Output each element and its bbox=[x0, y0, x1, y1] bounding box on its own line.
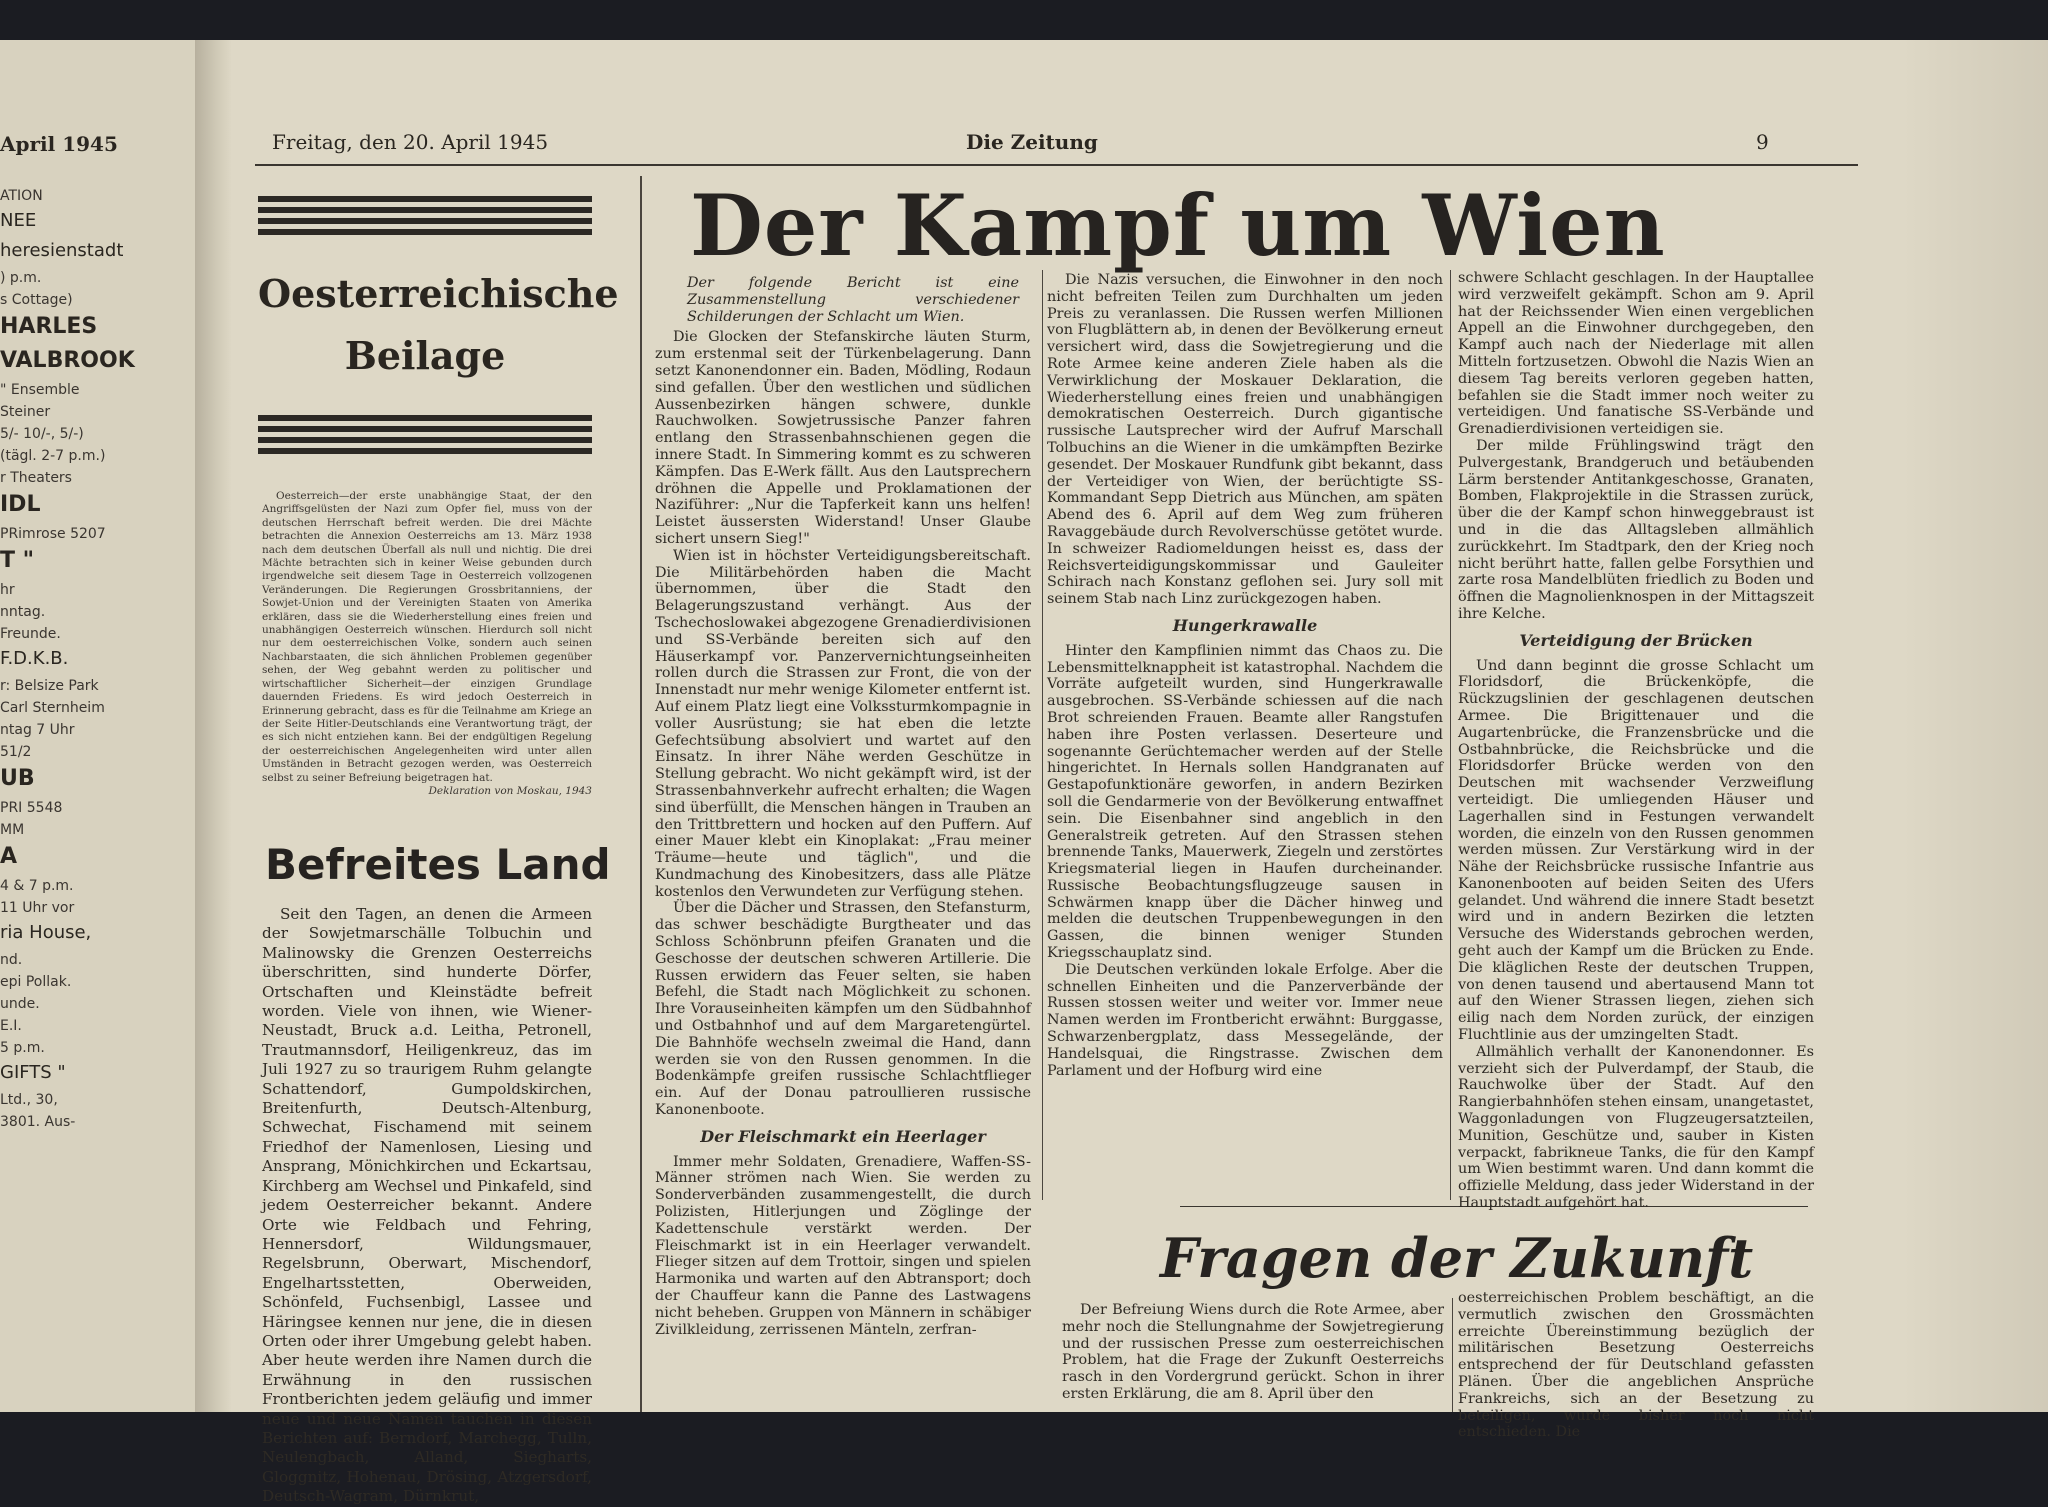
left-page-fragment: PRimrose 5207 bbox=[0, 526, 106, 542]
left-page-fragment: 5/- 10/-, 5/-) bbox=[0, 426, 84, 442]
left-page-fragment: IDL bbox=[0, 492, 41, 517]
left-page-fragment: 5 p.m. bbox=[0, 1040, 45, 1056]
zukunft-column-1 bbox=[1062, 1302, 1444, 1403]
befreites-land-headline: Befreites Land bbox=[265, 840, 611, 889]
left-page-edge bbox=[0, 40, 205, 1412]
column-rule bbox=[1452, 1298, 1453, 1412]
decorative-stripes bbox=[258, 415, 592, 454]
article-intro: Der folgende Bericht ist eine Zusammenstellung verschiedener Schilderungen der Schlacht um Wien. bbox=[687, 275, 1019, 325]
left-page-fragment: 3801. Aus- bbox=[0, 1114, 76, 1130]
left-page-fragment: r: Belsize Park bbox=[0, 678, 99, 694]
left-page-fragment: T " bbox=[0, 548, 35, 573]
article-paragraph: Über die Dächer und Strassen, den Stefansturm, das schwer beschädigte Burgtheater und das Schloss Schönbrunn pfeifen Granaten und die Geschosse der deutschen schweren Artillerie. Die Russen erwidern das Feuer selten, sie haben Befehl, die Stadt nach Möglichkeit zu schonen. Ihre Vorauseinheiten kämpfen um den Südbahnhof und Ostbahnhof und auf dem Margaretengürtel. Die Bahnhöfe wechseln zweimal die Hand, dann werden sie von den Russen genommen. In die Bodenkämpfe greifen russische Schlachtflieger ein. Auf der Donau patroullieren russische Kanonenboote. bbox=[655, 900, 1031, 1119]
zukunft-headline: Fragen der Zukunft bbox=[1160, 1226, 1754, 1290]
left-page-fragment: heresienstadt bbox=[0, 240, 124, 261]
binding-gutter bbox=[195, 40, 231, 1412]
main-headline: Der Kampf um Wien bbox=[690, 176, 1666, 275]
kampf-column-2 bbox=[1047, 272, 1443, 1079]
section-heading-hungerkrawalle: Hungerkrawalle bbox=[1172, 615, 1318, 635]
left-page-fragment: F.D.K.B. bbox=[0, 648, 69, 669]
article-paragraph: Der Befreiung Wiens durch die Rote Armee, aber mehr noch die Stellungnahme der Sowjetregierung und der russischen Presse zum oesterreichischen Problem, hat die Frage der Zukunft Oesterreichs rasch in den Vordergrund gerückt. Schon in ihrer ersten Erklärung, die am 8. April über den bbox=[1062, 1302, 1444, 1402]
page-shadow bbox=[1900, 40, 2048, 1412]
article-paragraph: Die Nazis versuchen, die Einwohner in den noch nicht befreiten Teilen zum Durchhalten um jeden Preis zu veranlassen. Die Russen werfen Millionen von Flugblättern ab, in denen der Bevölkerung erneut versichert wird, dass die Sowjetregierung und die Rote Armee keine anderen Ziele haben als die Verwirklichung der Moskauer Deklaration, die Wiederherstellung eines freien und unabhängigen demokratischen Oesterreich. Durch gigantische russische Lautsprecher wird der Aufruf Marschall Tolbuchins an die Wiener in die umkämpften Bezirke gesendet. Der Moskauer Rundfunk gibt bekannt, dass der Verteidiger von Wien, der berüchtigte SS-Kommandant Sepp Dietrich aus München, am späten Abend des 6. April auf dem Weg zum früheren Ravaggebäude durch Revolverschüsse getötet wurde. In schweizer Radiomeldungen heisst es, dass der Reichsverteidigungskommissar und Gauleiter Schirach nach Konstanz geflohen sei. Jury soll mit seinem Stab nach Linz zurückgezogen haben. bbox=[1047, 272, 1443, 608]
left-page-fragment: VALBROOK bbox=[0, 348, 135, 373]
left-page-fragment: PRI 5548 bbox=[0, 800, 63, 816]
left-page-fragment: 51/2 bbox=[0, 744, 32, 760]
left-page-fragment: epi Pollak. bbox=[0, 974, 72, 990]
zukunft-column-2 bbox=[1458, 1290, 1814, 1441]
befreites-land-article bbox=[262, 905, 592, 1507]
masthead-paper-name: Die Zeitung bbox=[966, 130, 1098, 154]
left-page-fragment: nd. bbox=[0, 952, 23, 968]
article-paragraph: Der milde Frühlingswind trägt den Pulvergestank, Brandgeruch und betäubenden Lärm berstender Antitankgeschosse, Granaten, Bomben, Flakprojektile in die Strassen zurück, über die der Kampf schon hinweggebraust ist und in die das Alltagsleben allmählich zurückkehrt. Im Stadtpark, den der Krieg noch nicht berührt hatte, fallen gelbe Forsythien und zarte rosa Mandelblüten friedlich zu Boden und öffnen die Magnolienknospen in der Mittagszeit ihre Kelche. bbox=[1458, 437, 1814, 622]
moscow-declaration bbox=[262, 490, 592, 798]
left-page-fragment: s Cottage) bbox=[0, 292, 73, 308]
declaration-text: Oesterreich—der erste unabhängige Staat, der den Angriffsgelüsten der Nazi zum Opfer fiel, muss von der deutschen Herrschaft befreit werden. Die drei Mächte betrachten die Annexion Oesterreichs am 13. März 1938 nach dem deutschen Überfall als null und nichtig. Die drei Mächte betrachten sich in keiner Weise gebunden durch irgendwelche seit diesem Tage in Oesterreich vollzogenen Veränderungen. Die Regierungen Grossbritanniens, der Sowjet-Union und der Vereinigten Staaten von Amerika erklären, dass sie die Wiederherstellung eines freien und unabhängigen Oesterreich wünschen. Hierdurch soll nicht nur dem oesterreichischen Volke, sondern auch seinen Nachbarstaaten, die sich ähnlichen Problemen gegenüber sehen, der Weg gebahnt werden zu politischer und wirtschaftlicher Sicherheit—der einzigen Grundlage dauernden Friedens. Es wird jedoch Oesterreich in Erinnerung gebracht, dass es für die Teilnahme am Kriege an der Seite Hitler-Deutschlands eine Verantwortung trägt, der es sich nicht entziehen kann. Bei der endgültigen Regelung der oesterreichischen Angelegenheiten wird unter allen Umständen in Betracht gezogen werden, was Oesterreich selbst zu seiner Befreiung beigetragen hat. bbox=[262, 490, 592, 784]
article-paragraph: Allmählich verhallt der Kanonendonner. Es verzieht sich der Pulverdampf, der Staub, die Rauchwolke über der Stadt. Auf den Rangierbahnhöfen stehen einsam, unangetastet, Waggonladungen von Flugzeugersatzteilen, Munition, Geschütze und, sauber in Kisten verpackt, fabrikneue Tanks, die für den Kampf um Wien bestimmt waren. Und dann kommt die offizielle Meldung, dass jeder Widerstand in der Hauptstadt aufgehört hat. bbox=[1458, 1043, 1814, 1212]
masthead-rule bbox=[255, 164, 1858, 166]
beilage-title-line2: Beilage bbox=[344, 333, 506, 378]
masthead-page-number: 9 bbox=[1756, 130, 1769, 154]
left-page-fragment: nntag. bbox=[0, 604, 46, 620]
column-rule bbox=[1042, 270, 1043, 1200]
left-page-fragment: ria House, bbox=[0, 922, 92, 943]
left-page-fragment: 11 Uhr vor bbox=[0, 900, 75, 916]
left-page-fragment: A bbox=[0, 844, 18, 869]
left-page-fragment: r Theaters bbox=[0, 470, 72, 486]
left-page-fragment: ntag 7 Uhr bbox=[0, 722, 75, 738]
decorative-stripes bbox=[258, 196, 592, 235]
left-page-fragment: (tägl. 2-7 p.m.) bbox=[0, 448, 106, 464]
left-page-fragment: HARLES bbox=[0, 314, 98, 339]
left-page-fragment: Freunde. bbox=[0, 626, 61, 642]
left-page-fragment: ATION bbox=[0, 188, 43, 204]
left-page-fragment: hr bbox=[0, 582, 15, 598]
left-page-fragment: NEE bbox=[0, 210, 37, 231]
left-page-fragment: MM bbox=[0, 822, 25, 838]
article-paragraph: schwere Schlacht geschlagen. In der Hauptallee wird verzweifelt gekämpft. Schon am 9. April hat der Reichssender Wien einen vergeblichen Appell an die Einwohner durchgegeben, den Kampf auch nach der Niederlage mit allen Mitteln fortzusetzen. Obwohl die Nazis Wien an diesem Tag bereits verloren gegeben hatten, befahlen sie die Stadt immer noch weiter zu verteidigen. Und fanatische SS-Verbände und Grenadierdivisionen verteidigen sie. bbox=[1458, 270, 1814, 438]
beilage-header bbox=[258, 196, 619, 459]
left-page-fragment: unde. bbox=[0, 996, 40, 1012]
article-paragraph: Hinter den Kampflinien nimmt das Chaos zu. Die Lebensmittelknappheit ist katastrophal. Nachdem die Vorräte aufgeteilt wurden, sind Hungerkrawalle ausgebrochen. SS-Verbände schiessen auf die nach Brot schreienden Frauen. Beamte aller Rangstufen haben ihre Posten verlassen. Deserteure und sogenannte Gerüchtemacher werden auf der Stelle hingerichtet. In Hernals sollen Handgranaten auf Gestapofunktionäre geworfen, in andern Bezirken soll die Gendarmerie von der Bevölkerung entwaffnet sein. Die Eisenbahner sind angeblich in den Generalstreik getreten. Auf den Strassen stehen brennende Tanks, Mauerwerk, Ziegeln und zerstörtes Kriegsmaterial liegen in Haufen durcheinander. Russische Beobachtungsflugzeuge sausen in Schwärmen knapp über die Dächer hinweg und melden die deutschen Truppenbewegungen in den Gassen, die binnen weniger Stunden Kriegsschauplatz sind. bbox=[1047, 642, 1443, 962]
article-paragraph: Seit den Tagen, an denen die Armeen der Sowjetmarschälle Tolbuchin und Malinowsky die Grenzen Oesterreichs überschritten, sind hunderte Dörfer, Ortschaften und Kleinstädte befreit worden. Viele von ihnen, wie Wiener-Neustadt, Bruck a.d. Leitha, Petronell, Trautmannsdorf, Heiligenkreuz, das im Juli 1927 zu so traurigem Ruhm gelangte Schattendorf, Gumpoldskirchen, Breitenfurth, Deutsch-Altenburg, Schwechat, Fischamend mit seinem Friedhof der Namenlosen, Liesing und Ansprang, Mönichkirchen und Eckartsau, Kirchberg am Wechsel und Pinkafeld, sind jedem Oesterreicher bekannt. Andere Orte wie Feldbach und Fehring, Hennersdorf, Wildungsmauer, Regelsbrunn, Oberwart, Mischendorf, Engelhartsstetten, Oberweiden, Schönfeld, Fuchsenbigl, Lassee und Häringsee kennen nur jene, die in diesen Orten oder ihrer Umgebung gelebt haben. Aber heute werden ihre Namen durch die Erwähnung in den russischen Frontberichten jedem geläufig und immer neue und neue Namen tauchen in diesen Berichten auf: Berndorf, Marchegg, Tulln, Neulengbach, Alland, Siegharts, Gloggnitz, Hohenau, Drösing, Atzgersdorf, Deutsch-Wagram, Dürnkrut, bbox=[262, 905, 592, 1506]
left-page-fragment: ) p.m. bbox=[0, 270, 42, 286]
section-heading-fleischmarkt: Der Fleischmarkt ein Heerlager bbox=[700, 1126, 986, 1146]
left-page-fragment: Carl Sternheim bbox=[0, 700, 105, 716]
article-paragraph: Wien ist in höchster Verteidigungsbereitschaft. Die Militärbehörden haben die Macht übernommen, über die Stadt den Belagerungszustand verhängt. Aus der Tschechoslowakei abgezogene Grenadierdivisionen und SS-Verbände bereiten sich auf den Häuserkampf vor. Panzervernichtungseinheiten rollen durch die Strassen zur Front, die von der Innenstadt nur mehr wenige Kilometer entfernt ist. Auf einem Platz liegt eine Volkssturmkompagnie in voller Ausrüstung; sie hat eben die letzte Gefechtsübung absolviert und wartet auf den Einsatz. In ihrer Nähe werden Geschütze in Stellung gebracht. Wo nicht gekämpft wird, ist der Strassenbahnverkehr aufrecht erhalten; die Wagen sind überfüllt, die Menschen hängen in Trauben an den Trittbrettern und hocken auf den Puffern. Auf einer Mauer klebt ein Kinoplakat: „Frau meiner Träume—heute und täglich", und die Kundmachung des Kinobesitzers, dass alle Plätze kostenlos den Verwundeten zur Verfügung stehen. bbox=[655, 547, 1031, 900]
article-paragraph: Die Deutschen verkünden lokale Erfolge. Aber die schnellen Einheiten und die Panzerverbände der Russen stossen weiter und weiter vor. Immer neue Namen werden im Frontbericht erwähnt: Burggasse, Schwarzenbergplatz, dass Messegelände, der Handelsquai, die Ringstrasse. Zwischen dem Parlament und der Hofburg wird eine bbox=[1047, 961, 1443, 1079]
kampf-column-3 bbox=[1458, 270, 1814, 1212]
left-page-fragment: E.I. bbox=[0, 1018, 22, 1034]
left-page-fragment: UB bbox=[0, 766, 35, 791]
left-page-fragment: 4 & 7 p.m. bbox=[0, 878, 74, 894]
article-paragraph: Und dann beginnt die grosse Schlacht um Floridsdorf, die Brückenköpfe, die Rückzugslinien der geschlagenen deutschen Armee. Die Brigittenauer und die Augartenbrücke, die Franzensbrücke und die Ostbahnbrücke, die Reichsbrücke und die Floridsdorfer Brücke werden von den Deutschen mit wachsender Verzweiflung verteidigt. Die umliegenden Häuser und Lagerhallen sind in Festungen verwandelt worden, die einzeln von den Russen genommen werden müssen. Zur Verstärkung wird in der Nähe der Reichsbrücke russische Infantrie aus Kanonenbooten auf beiden Seiten des Ufers gelandet. Und während die innere Stadt besetzt wird und in andern Bezirken die letzten Versuche des Widerstands gebrochen werden, geht auch der Kampf um die Brücken zu Ende. Die kläglichen Reste der deutschen Truppen, von denen tausend und abertausend Mann tot auf den Wiener Strassen liegen, ziehen sich eilig nach dem Norden zurück, der einzigen Fluchtlinie aus der umzingelten Stadt. bbox=[1458, 657, 1814, 1044]
masthead-date: Freitag, den 20. April 1945 bbox=[272, 130, 549, 154]
left-page-fragment: GIFTS " bbox=[0, 1062, 66, 1083]
section-heading-bruecken: Verteidigung der Brücken bbox=[1519, 630, 1753, 650]
article-paragraph: Immer mehr Soldaten, Grenadiere, Waffen-SS-Männer strömen nach Wien. Sie werden zu Sonderverbänden zusammengestellt, die durch Polizisten, Hitlerjungen und Zöglinge der Kadettenschule verstärkt werden. Der Fleischmarkt ist in ein Heerlager verwandelt. Flieger sitzen auf dem Trottoir, singen und spielen Harmonika und warten auf den Abtransport; doch der Chauffeur kann die Panne des Lastwagens nicht beheben. Gruppen von Männern in schäbiger Zivilkleidung, zerrissenen Mänteln, zerfran- bbox=[655, 1153, 1031, 1338]
left-page-fragment: " Ensemble bbox=[0, 382, 80, 398]
article-paragraph: oesterreichischen Problem beschäftigt, an die vermutlich zwischen den Grossmächten erreichte Übereinstimmung bezüglich der militärischen Besetzung Oesterreichs entsprechend der für Deutschland gefassten Plänen. Über die angeblichen Ansprüche Frankreichs, sich an der Besetzung zu beteiligen, wurde bisher noch nicht entschieden. Die bbox=[1458, 1290, 1814, 1441]
left-page-date: April 1945 bbox=[0, 132, 118, 156]
kampf-column-1 bbox=[655, 275, 1031, 1338]
article-paragraph: Die Glocken der Stefanskirche läuten Sturm, zum erstenmal seit der Türkenbelagerung. Dann setzt Kanonendonner ein. Baden, Mödling, Rodaun sind gefallen. Über den westlichen und südlichen Aussenbezirken hängen schwere, dunkle Rauchwolken. Sowjetrussische Panzer fahren entlang den Strassenbahnschienen gegen die innere Stadt. In Simmering kommt es zu schweren Kämpfen. Das E-Werk fällt. Aus den Lautsprechern dröhnen die Appelle und Proklamationen der Naziführer: „Nur die Tapferkeit kann uns helfen! Leistet äussersten Widerstand! Unser Glaube sichert unsern Sieg!" bbox=[655, 329, 1031, 547]
left-page-fragment: Ltd., 30, bbox=[0, 1092, 58, 1108]
column-rule bbox=[640, 176, 642, 1412]
column-rule bbox=[1450, 270, 1451, 1200]
left-page-fragment: Steiner bbox=[0, 404, 51, 420]
beilage-title-line1: Oesterreichische bbox=[258, 271, 619, 316]
declaration-signature: Deklaration von Moskau, 1943 bbox=[428, 784, 592, 797]
beilage-title bbox=[258, 263, 619, 387]
